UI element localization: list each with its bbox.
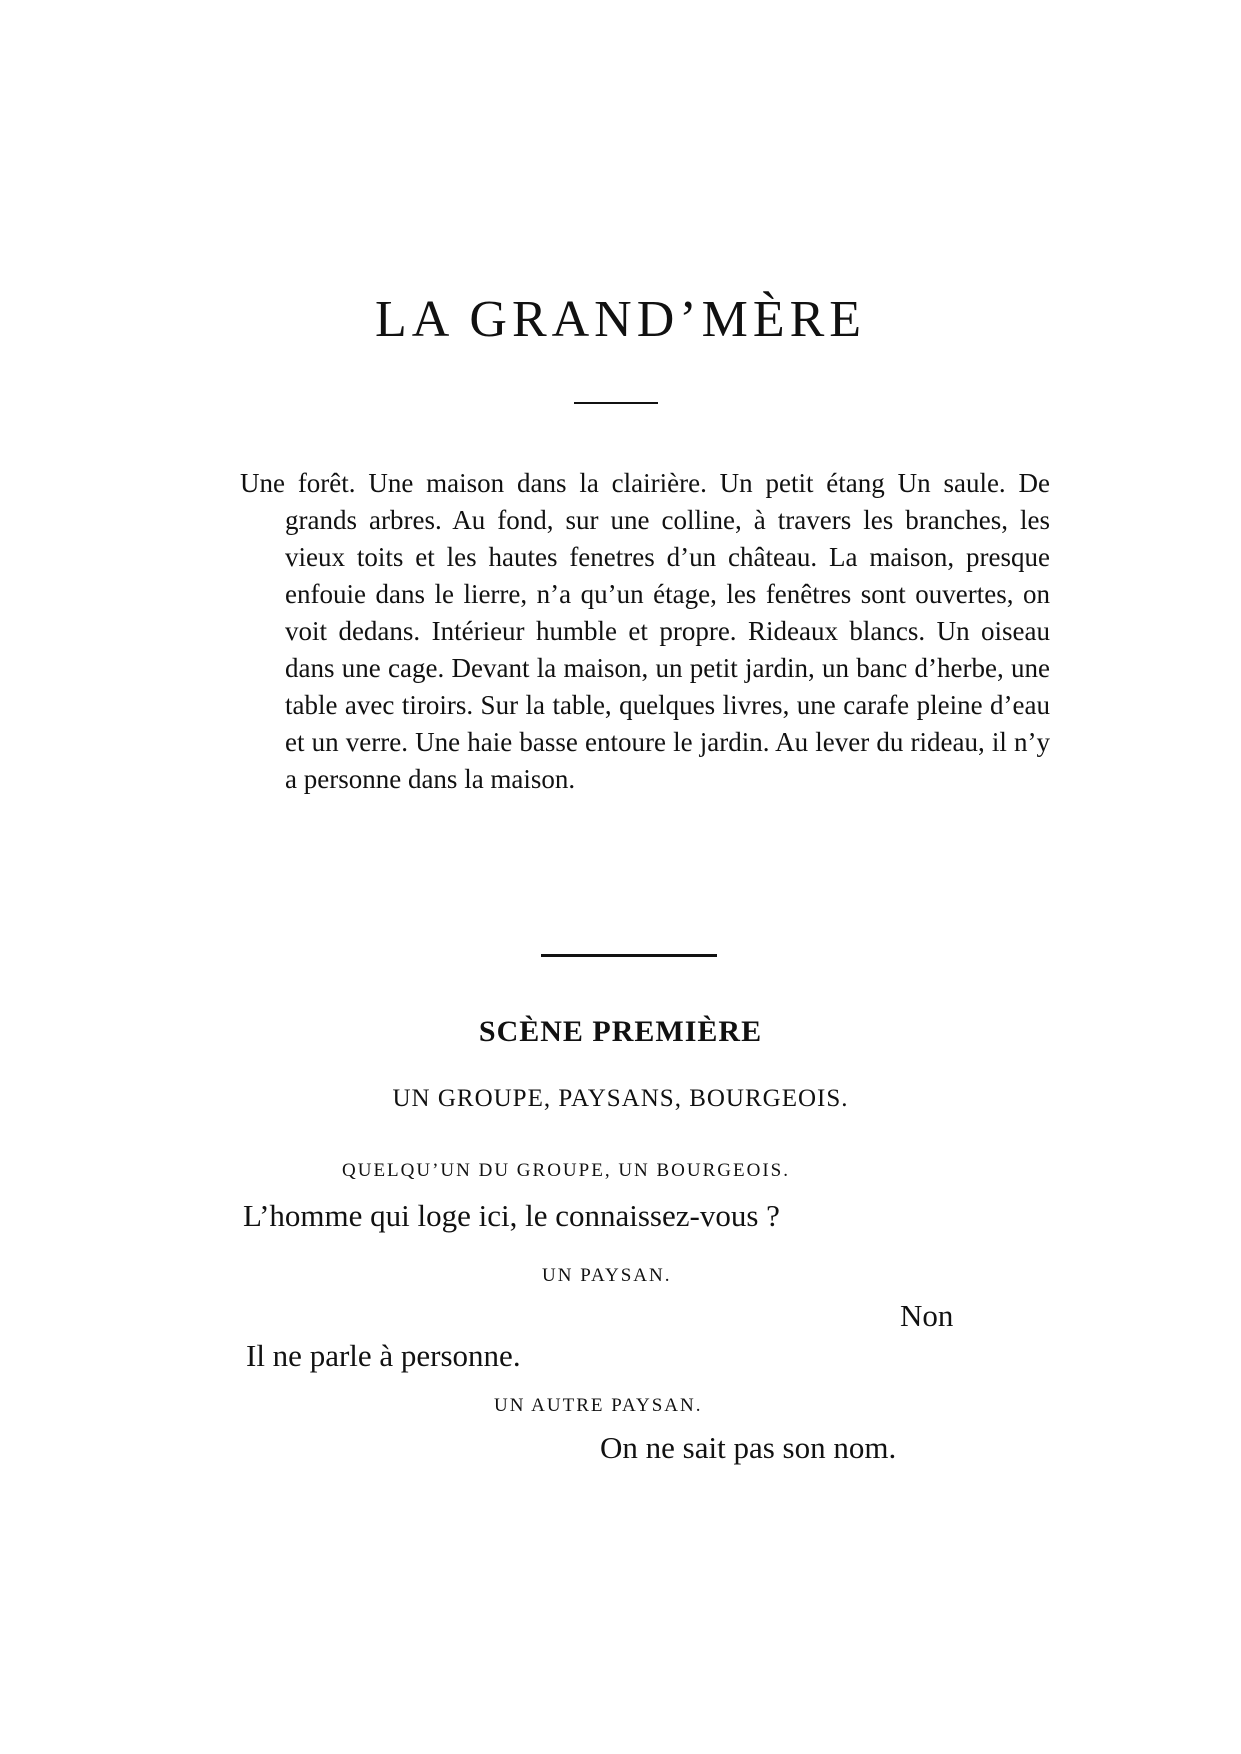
play-title: LA GRAND’MÈRE [374, 291, 867, 348]
speaker-label: QUELQU’UN DU GROUPE, UN BOURGEOIS. [342, 1160, 790, 1181]
dialogue-line: Non [900, 1298, 954, 1333]
dialogue-line: Il ne parle à personne. [246, 1338, 521, 1373]
stage-direction: Une forêt. Une maison dans la clairière. Un petit étang Un saule. De grands arbres. Au fond, sur une colline, à travers les branches, les vieux toits et les hautes fenetres d’un château. La maison, presque enfouie dans le lierre, n’a qu’un étage, les fenêtres sont ouvertes, on voit dedans. Intérieur humble et propre. Rideaux blancs. Un oiseau dans une cage. Devant la maison, un petit jardin, un banc d’herbe, une table avec tiroirs. Sur la table, quelques livres, une carafe pleine d’eau et un verre. Une haie basse entoure le jardin. Au lever du rideau, il n’y a personne dans la maison. [240, 468, 1050, 794]
scene-cast: UN GROUPE, PAYSANS, BOURGEOIS. [392, 1085, 849, 1112]
title-divider [574, 402, 658, 404]
dialogue-line: L’homme qui loge ici, le connaissez-vous ? [243, 1198, 780, 1233]
dialogue-line: On ne sait pas son nom. [600, 1430, 897, 1465]
section-divider [541, 954, 717, 957]
scene-heading: SCÈNE PREMIÈRE [478, 1015, 763, 1048]
speaker-label: UN PAYSAN. [542, 1265, 672, 1286]
speaker-label: UN AUTRE PAYSAN. [494, 1395, 703, 1416]
